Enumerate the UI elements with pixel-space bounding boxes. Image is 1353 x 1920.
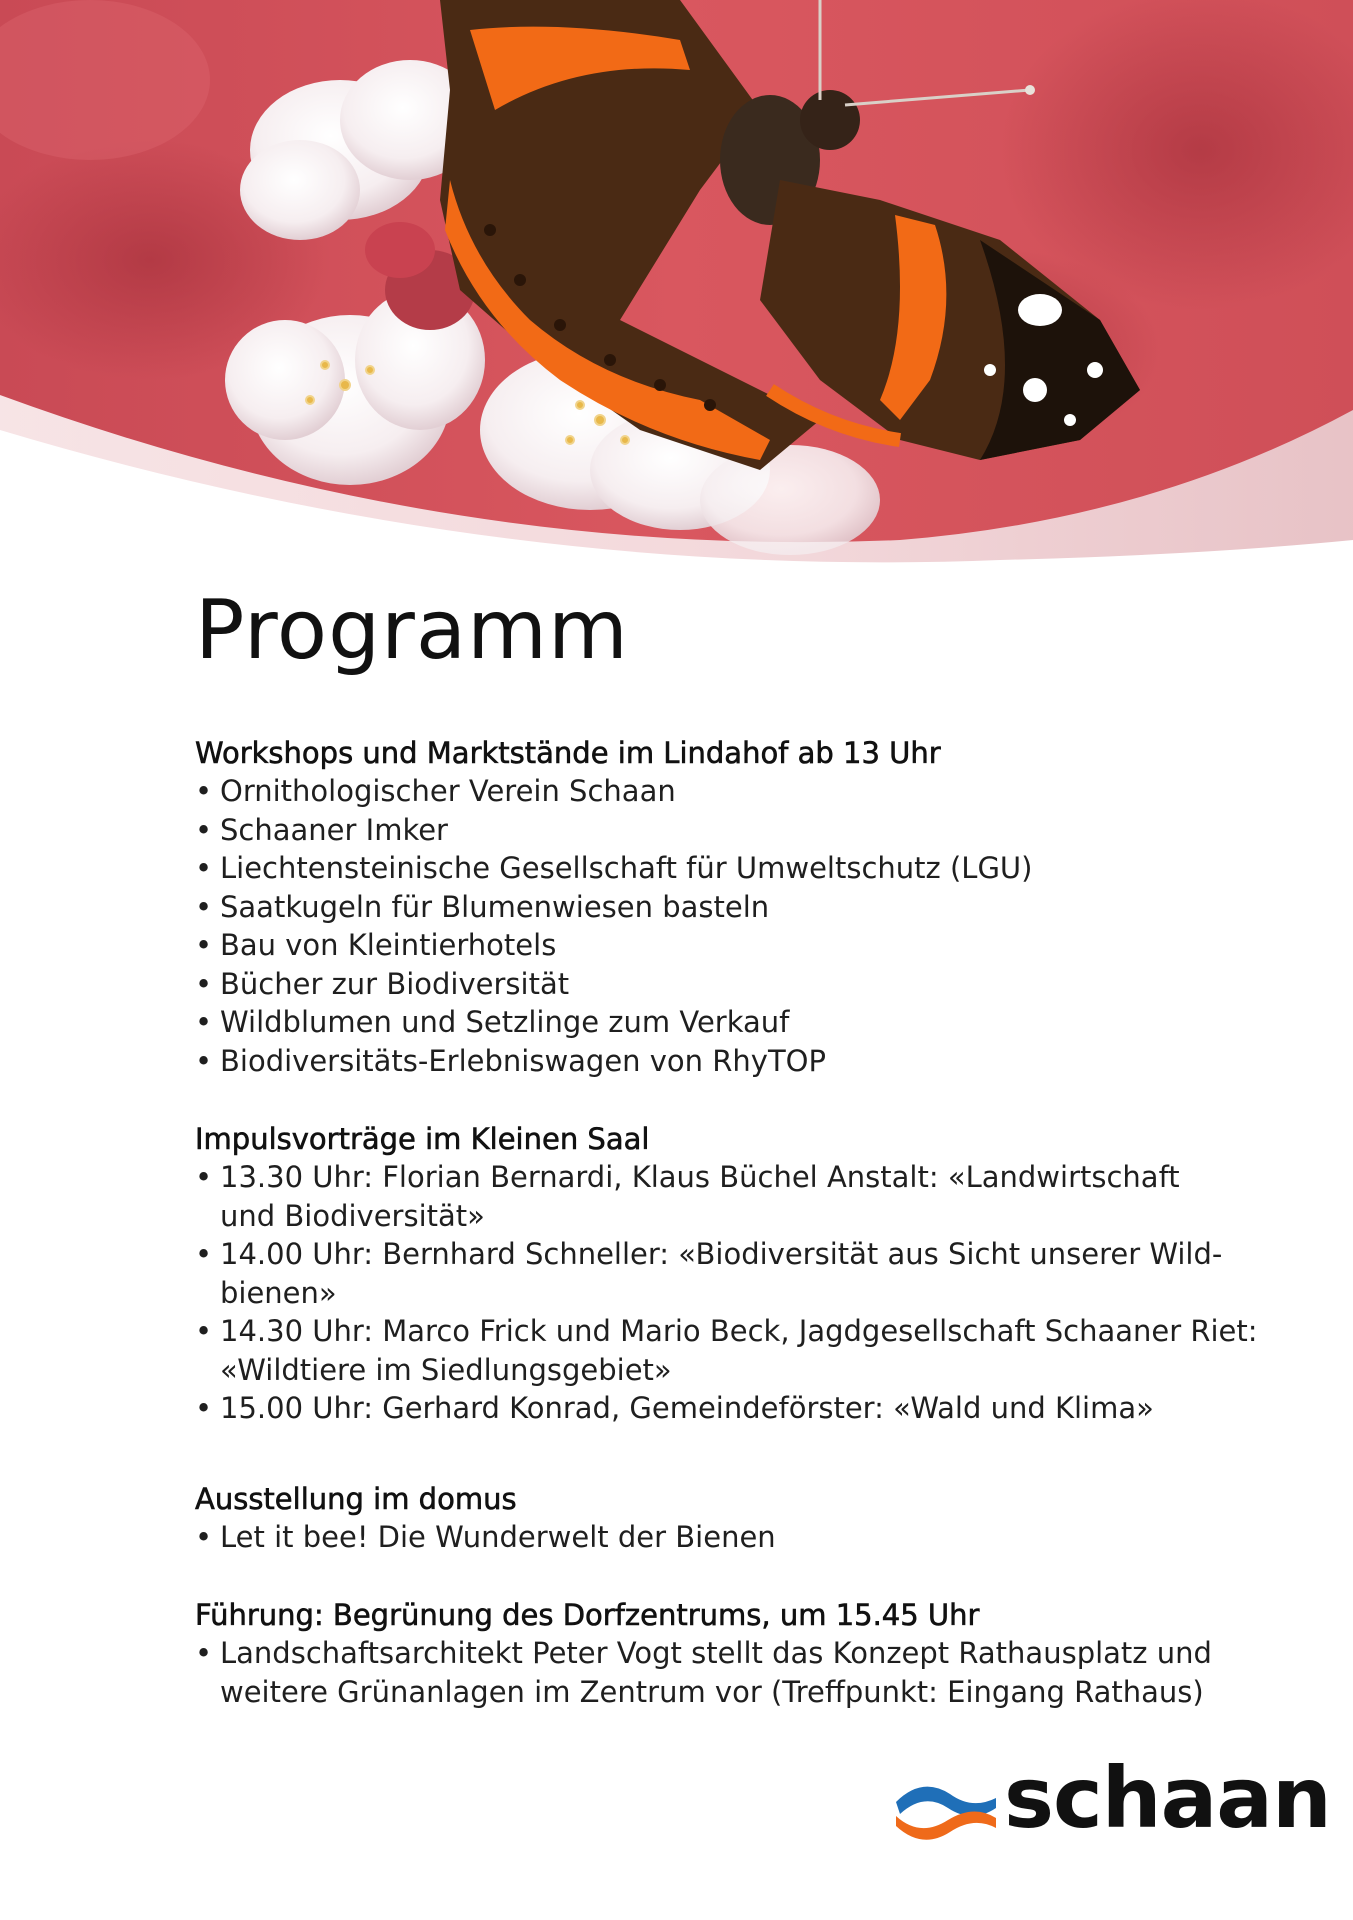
list-item: • Saatkugeln für Blumenwiesen basteln — [195, 888, 1275, 927]
list-item: • Liechtensteinische Gesellschaft für Umweltschutz (LGU) — [195, 849, 1275, 888]
list-item: • Bau von Kleintierhotels — [195, 926, 1275, 965]
list-item: • Schaaner Imker — [195, 811, 1275, 850]
schaan-logo — [892, 1749, 1331, 1854]
list-item: • Let it bee! Die Wunderwelt der Bienen — [195, 1518, 1275, 1557]
section-heading: Führung: Begrünung des Dorfzentrums, um 15.45 Uhr — [195, 1598, 980, 1632]
butterfly-photo — [0, 0, 1353, 620]
section-tour — [195, 1596, 1275, 1711]
list-item: • Biodiversitäts-Erlebniswagen von RhyTOP — [195, 1042, 1275, 1081]
section-exhibition — [195, 1480, 1275, 1557]
section-heading: Workshops und Marktstände im Lindahof ab 13 Uhr — [195, 736, 941, 770]
item-list — [195, 1634, 1275, 1711]
schaan-wave-icon — [892, 1768, 1002, 1848]
list-item: • 14.00 Uhr: Bernhard Schneller: «Biodiversität aus Sicht unserer Wild-bienen» — [195, 1235, 1230, 1312]
list-item: • Wildblumen und Setzlinge zum Verkauf — [195, 1003, 1275, 1042]
hero-image — [0, 0, 1353, 620]
section-heading: Ausstellung im domus — [195, 1481, 517, 1516]
page-title: Programm — [195, 583, 629, 678]
item-list — [195, 772, 1275, 1080]
list-item: • Bücher zur Biodiversität — [195, 965, 1275, 1004]
list-item: • Landschaftsarchitekt Peter Vogt stellt das Konzept Rathausplatz und weitere Grünanlagen im Zentrum vor (Treffpunkt: Eingang Rathaus) — [195, 1634, 1220, 1711]
section-talks — [195, 1120, 1275, 1428]
list-item: • 13.30 Uhr: Florian Bernardi, Klaus Büchel Anstalt: «Landwirtschaft und Biodiversität» — [195, 1158, 1230, 1235]
logo-text: schaan — [1004, 1749, 1331, 1847]
list-item: • 14.30 Uhr: Marco Frick und Mario Beck, Jagdgesellschaft Schaaner Riet: «Wildtiere im Siedlungsgebiet» — [195, 1312, 1290, 1389]
item-list — [195, 1518, 1275, 1557]
list-item: • Ornithologischer Verein Schaan — [195, 772, 1275, 811]
section-workshops — [195, 734, 1275, 1080]
item-list — [195, 1158, 1275, 1428]
program-content — [195, 583, 1275, 1751]
section-heading: Impulsvorträge im Kleinen Saal — [195, 1122, 650, 1156]
list-item: • 15.00 Uhr: Gerhard Konrad, Gemeindeförster: «Wald und Klima» — [195, 1389, 1275, 1428]
